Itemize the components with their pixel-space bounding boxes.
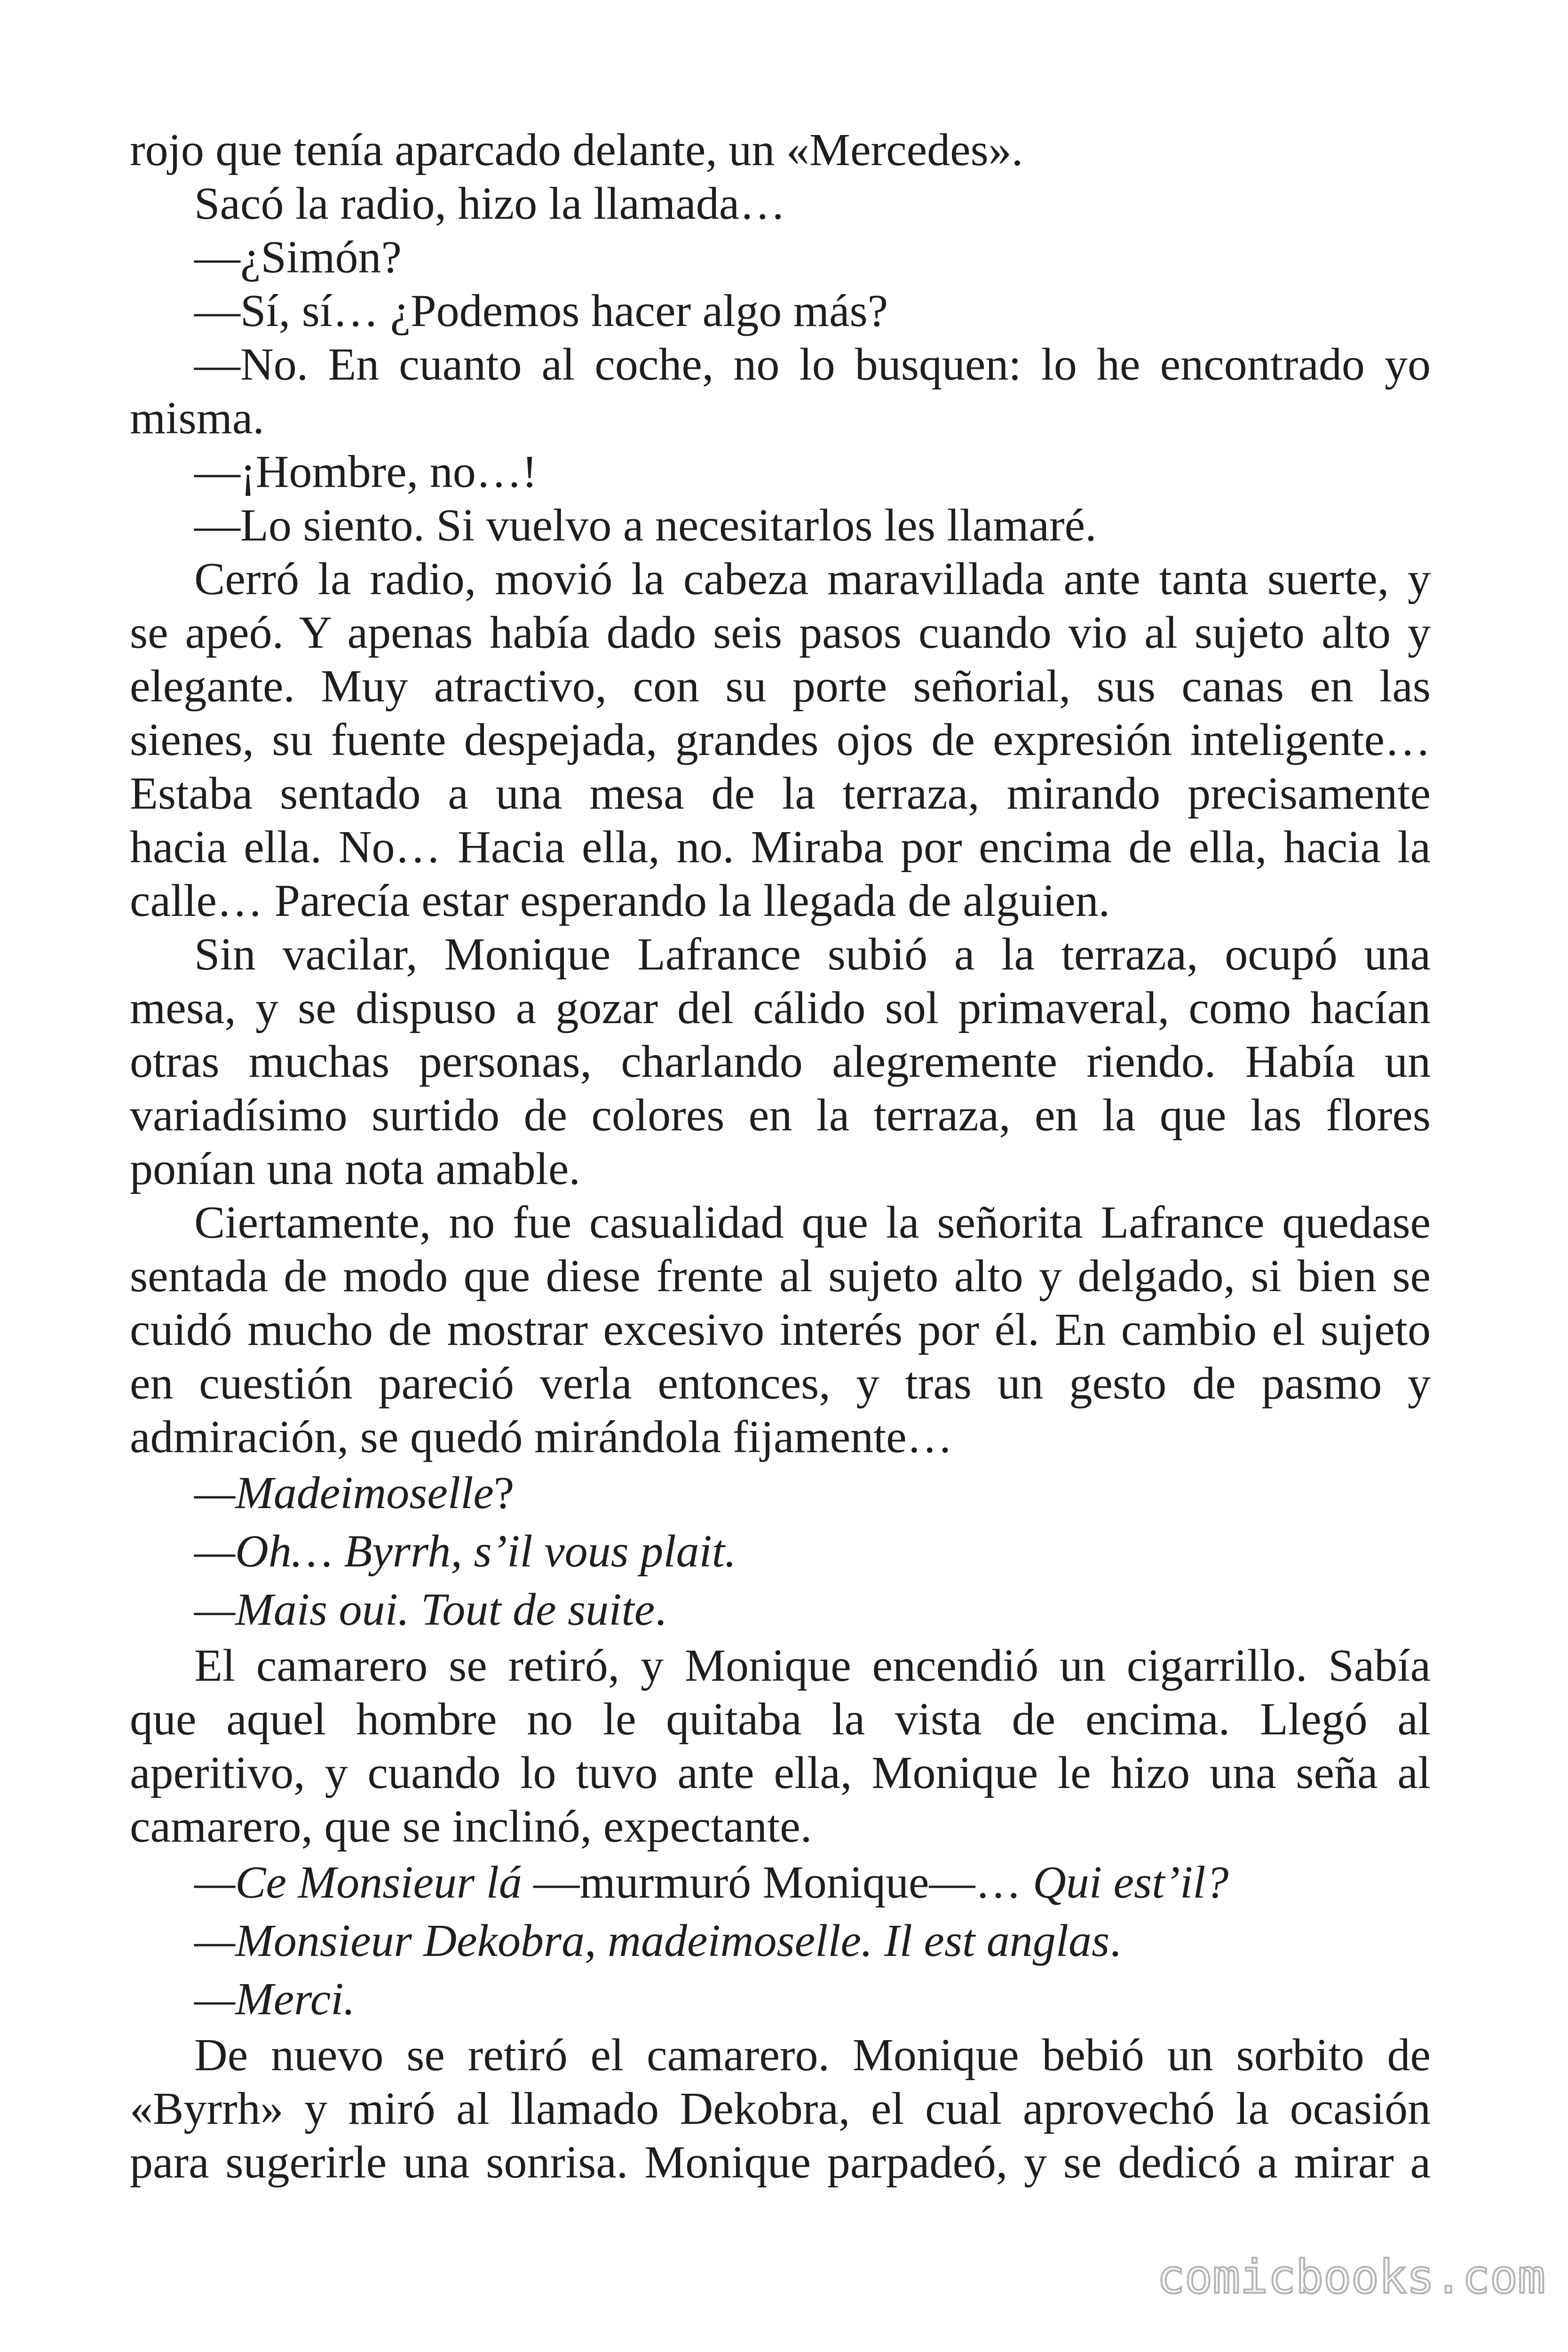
paragraph <box>130 1912 1431 1970</box>
watermark: comicbooks.com <box>1156 2250 1545 2304</box>
text-line <box>130 1581 1431 1639</box>
text-line <box>130 1522 1431 1581</box>
italic-text: —Madeimoselle <box>194 1468 494 1518</box>
text-line <box>130 391 1431 445</box>
text-line <box>130 1196 1431 1249</box>
text-run: . <box>1109 1915 1121 1966</box>
text-run: rojo que tenía aparcado delante, un «Mercedes». <box>130 125 1023 175</box>
italic-text: —Ce Monsieur lá <box>194 1857 522 1908</box>
text-run: que aquel hombre no le quitaba la vista de encima. Llegó al <box>130 1694 1431 1745</box>
italic-text: —Oh… Byrrh, s’il vous plait. <box>194 1526 736 1577</box>
italic-text: —Monsieur Dekobra, madeimoselle. Il est anglas <box>194 1915 1110 1966</box>
text-line <box>130 1142 1431 1196</box>
paragraph <box>130 1581 1431 1639</box>
text-line <box>130 284 1431 338</box>
text-line <box>130 1303 1431 1357</box>
paragraph <box>130 1464 1431 1522</box>
italic-text: Qui est’il? <box>1032 1857 1229 1908</box>
paragraph <box>130 338 1431 445</box>
text-run: El camarero se retiró, y Monique encendió un cigarrillo. Sabía <box>194 1640 1431 1691</box>
text-line <box>130 2136 1431 2189</box>
text-run: camarero, que se inclinó, expectante. <box>130 1801 812 1852</box>
text-run: sentada de modo que diese frente al sujeto alto y delgado, si bien se <box>130 1251 1431 1302</box>
text-line <box>130 1089 1431 1142</box>
text-line <box>130 767 1431 820</box>
text-line <box>130 499 1431 552</box>
text-line <box>130 445 1431 499</box>
paragraph <box>130 499 1431 552</box>
text-line <box>130 1249 1431 1303</box>
text-run: otras muchas personas, charlando alegremente riendo. Había un <box>130 1036 1431 1087</box>
text-run: mesa, y se dispuso a gozar del cálido sol primaveral, como hacían <box>130 983 1431 1033</box>
text-line <box>130 1912 1431 1970</box>
paragraph <box>130 177 1431 230</box>
text-run: —murmuró Monique—… <box>522 1857 1033 1908</box>
text-line <box>130 1410 1431 1464</box>
text-run: en cuestión pareció verla entonces, y tras un gesto de pasmo y <box>130 1358 1431 1409</box>
text-line <box>130 552 1431 606</box>
paragraph <box>130 1853 1431 1912</box>
text-line <box>130 1970 1431 2028</box>
text-run: admiración, se quedó mirándola fijamente… <box>130 1412 953 1462</box>
text-line <box>130 606 1431 660</box>
text-line <box>130 123 1431 177</box>
paragraph <box>130 445 1431 499</box>
text-line <box>130 1692 1431 1746</box>
page-text <box>130 123 1431 2189</box>
text-line <box>130 1800 1431 1853</box>
text-run: —No. En cuanto al coche, no lo busquen: lo he encontrado yo <box>194 339 1431 390</box>
text-run: aperitivo, y cuando lo tuvo ante ella, Monique le hizo una seña al <box>130 1748 1431 1798</box>
text-line <box>130 2028 1431 2082</box>
italic-text: —Mais oui. Tout de suite <box>194 1584 655 1635</box>
text-run: calle… Parecía estar esperando la llegada de alguien. <box>130 875 1110 926</box>
paragraph <box>130 1970 1431 2028</box>
paragraph <box>130 284 1431 338</box>
text-run: hacia ella. No… Hacia ella, no. Miraba por encima de ella, hacia la <box>130 822 1431 873</box>
paragraph <box>130 1522 1431 1581</box>
paragraph <box>130 230 1431 284</box>
text-line <box>130 2082 1431 2136</box>
text-run: . <box>655 1584 666 1635</box>
text-run: —Lo siento. Si vuelvo a necesitarlos les llamaré. <box>194 500 1097 551</box>
text-line <box>130 1035 1431 1089</box>
text-line <box>130 874 1431 928</box>
paragraph <box>130 2028 1431 2189</box>
text-run: misma. <box>130 393 264 444</box>
text-line <box>130 1639 1431 1692</box>
text-run: Sacó la radio, hizo la llamada… <box>194 178 786 229</box>
text-run: se apeó. Y apenas había dado seis pasos cuando vio al sujeto alto y <box>130 607 1431 658</box>
paragraph <box>130 123 1431 177</box>
paragraph <box>130 552 1431 928</box>
italic-text: —Merci. <box>194 1974 355 2025</box>
text-run: para sugerirle una sonrisa. Monique parpadeó, y se dedicó a mirar a <box>130 2137 1431 2188</box>
text-run: cuidó mucho de mostrar excesivo interés por él. En cambio el sujeto <box>130 1304 1431 1355</box>
text-run: ponían una nota amable. <box>130 1144 580 1194</box>
text-line <box>130 1853 1431 1912</box>
text-line <box>130 713 1431 767</box>
paragraph <box>130 1639 1431 1853</box>
text-line <box>130 660 1431 713</box>
text-run: —Sí, sí… ¿Podemos hacer algo más? <box>194 286 888 336</box>
text-run: —¡Hombre, no…! <box>194 446 538 497</box>
text-line <box>130 820 1431 874</box>
text-run: variadísimo surtido de colores en la terraza, en la que las flores <box>130 1090 1431 1141</box>
text-line <box>130 1464 1431 1522</box>
paragraph <box>130 1196 1431 1464</box>
text-run: Sin vacilar, Monique Lafrance subió a la terraza, ocupó una <box>194 929 1431 980</box>
text-run: ? <box>493 1468 515 1518</box>
text-line <box>130 981 1431 1035</box>
text-run: «Byrrh» y miró al llamado Dekobra, el cual aprovechó la ocasión <box>130 2083 1431 2134</box>
paragraph <box>130 928 1431 1196</box>
text-run: De nuevo se retiró el camarero. Monique bebió un sorbito de <box>194 2030 1431 2081</box>
text-line <box>130 1746 1431 1800</box>
text-line <box>130 338 1431 391</box>
text-run: sienes, su fuente despejada, grandes ojos de expresión inteligente… <box>130 715 1431 765</box>
text-run: Cerró la radio, movió la cabeza maravillada ante tanta suerte, y <box>194 554 1431 604</box>
text-run: Ciertamente, no fue casualidad que la señorita Lafrance quedase <box>194 1197 1431 1248</box>
text-line <box>130 230 1431 284</box>
text-run: Estaba sentado a una mesa de la terraza, mirando precisamente <box>130 768 1431 819</box>
text-line <box>130 928 1431 981</box>
text-run: elegante. Muy atractivo, con su porte señorial, sus canas en las <box>130 661 1431 712</box>
text-line <box>130 1357 1431 1410</box>
text-run: —¿Simón? <box>194 232 402 283</box>
text-line <box>130 177 1431 230</box>
